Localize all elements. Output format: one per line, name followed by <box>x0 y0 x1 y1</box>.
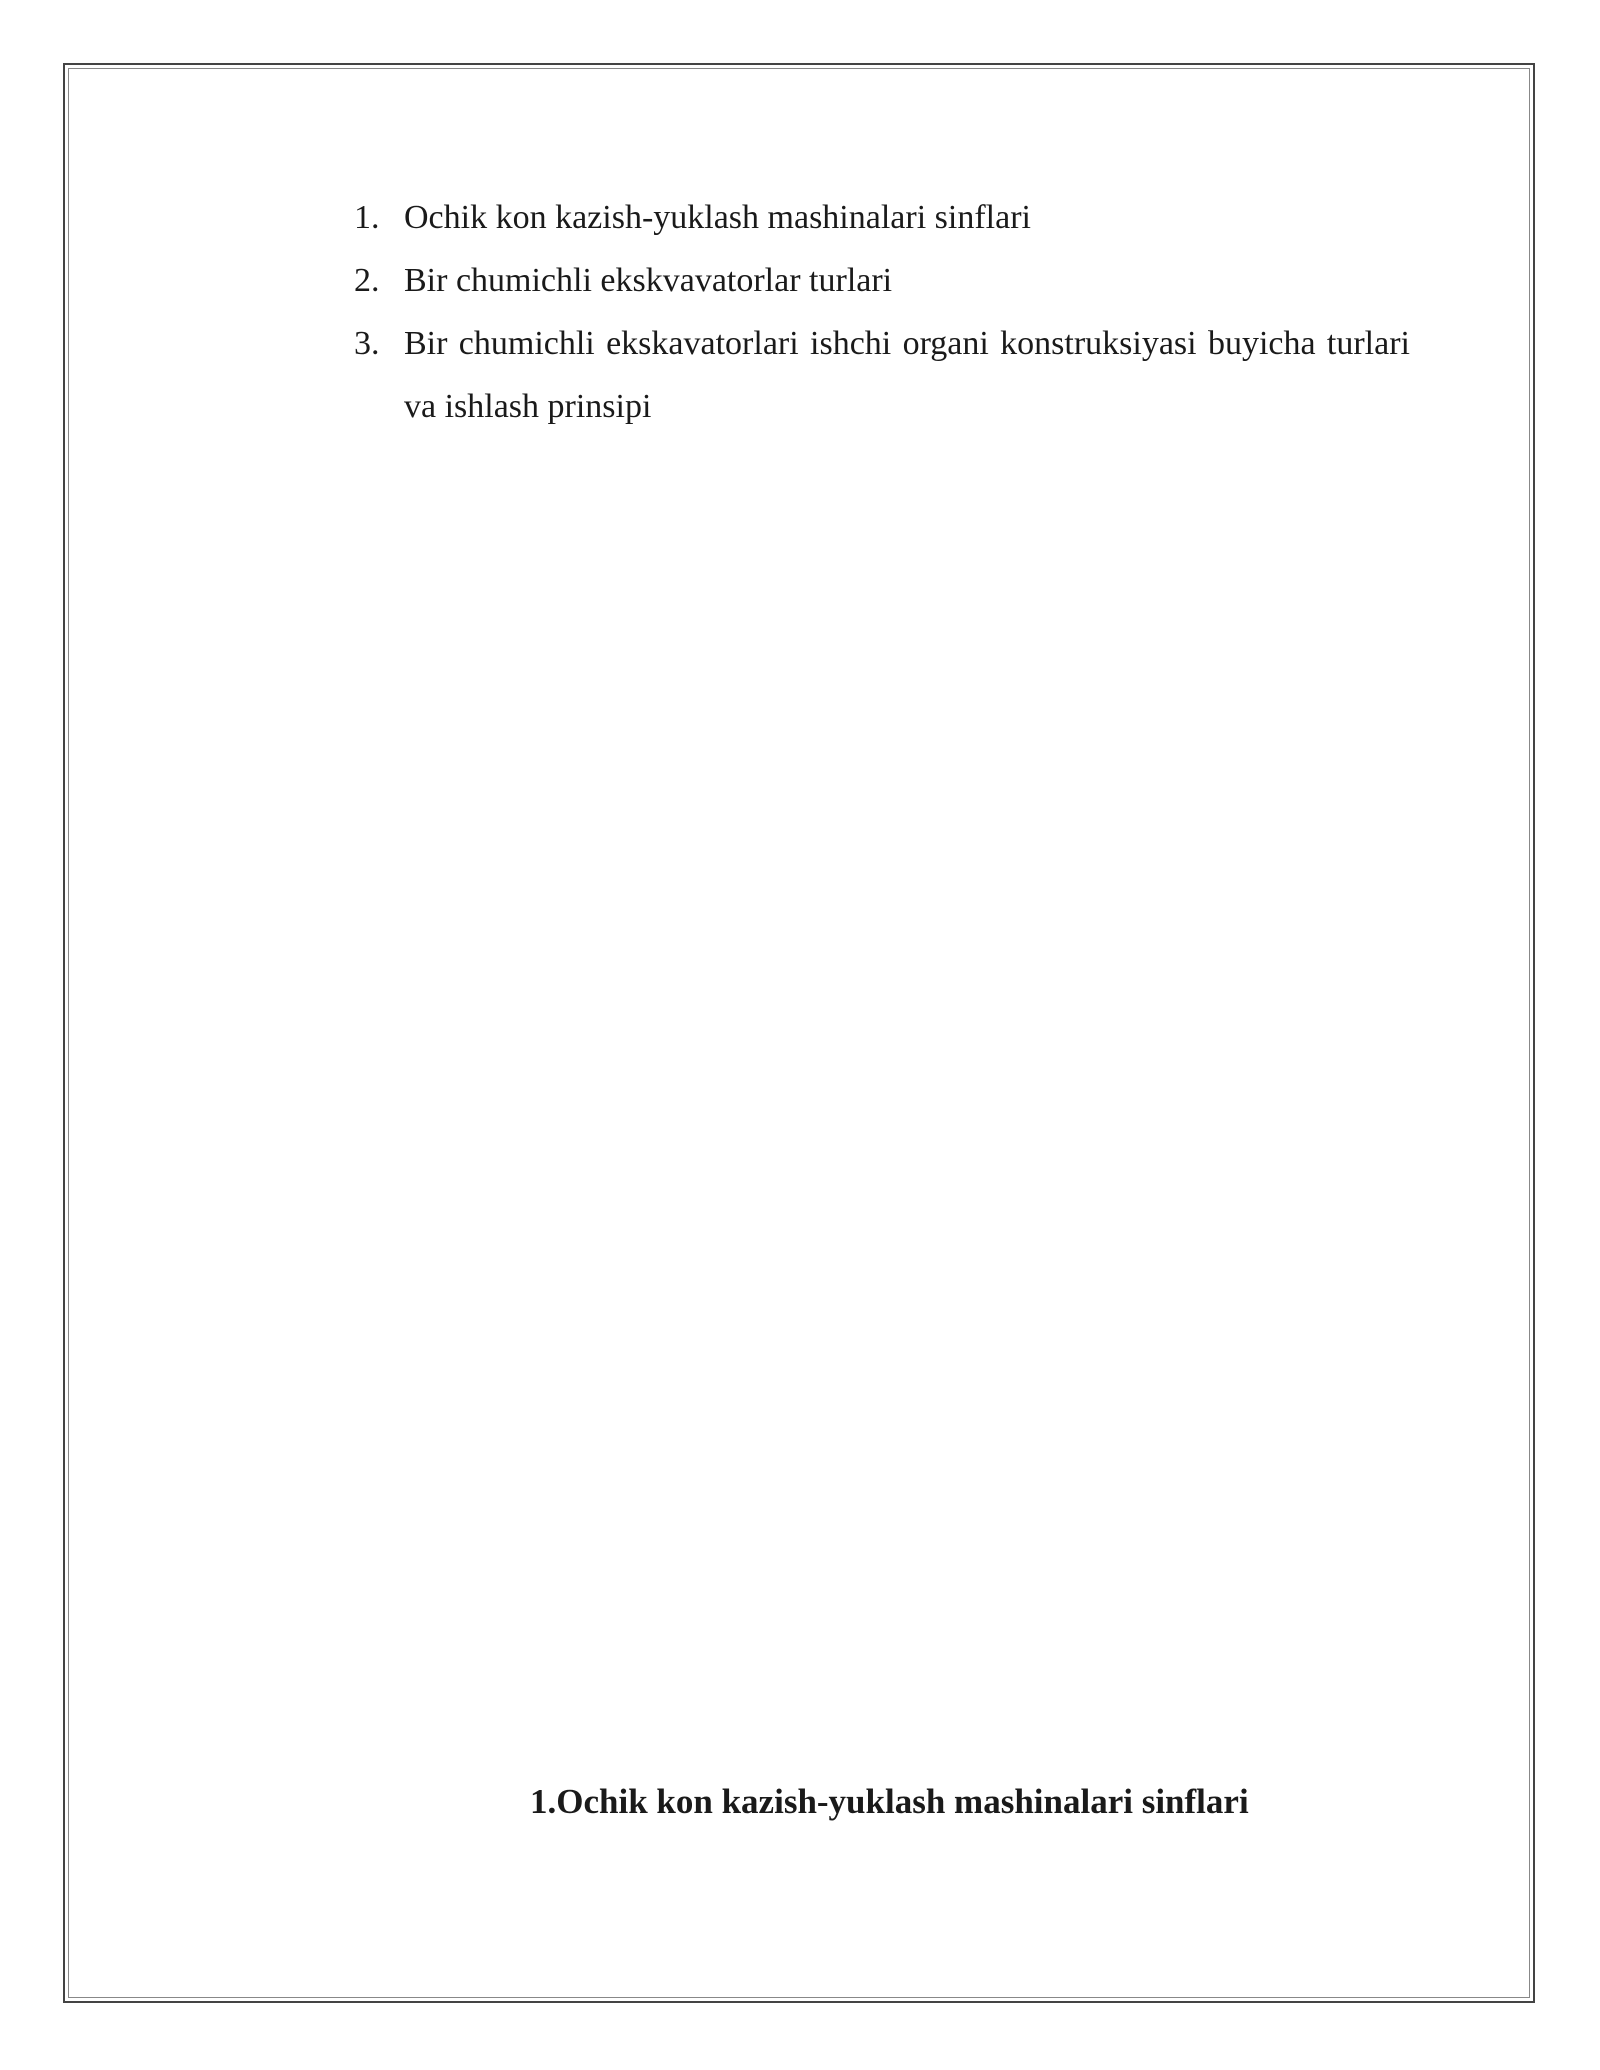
section-heading: 1.Ochik kon kazish-yuklash mashinalari sinflari <box>530 1782 1249 1821</box>
toc-item-text: Bir chumichli ekskvavatorlar turlari <box>404 262 893 299</box>
table-of-contents <box>354 186 1410 438</box>
toc-item-text: Ochik kon kazish-yuklash mashinalari sinflari <box>404 199 1031 236</box>
toc-item-2 <box>354 249 1410 312</box>
toc-item-number: 3. <box>354 325 380 362</box>
toc-item-number: 1. <box>354 199 380 236</box>
toc-item-text: Bir chumichli ekskavatorlari ishchi organi konstruksiyasi buyicha turlari va ishlash prinsipi <box>404 325 1410 425</box>
toc-item-number: 2. <box>354 262 380 299</box>
toc-item-1 <box>354 186 1410 249</box>
toc-item-3 <box>354 312 1410 438</box>
